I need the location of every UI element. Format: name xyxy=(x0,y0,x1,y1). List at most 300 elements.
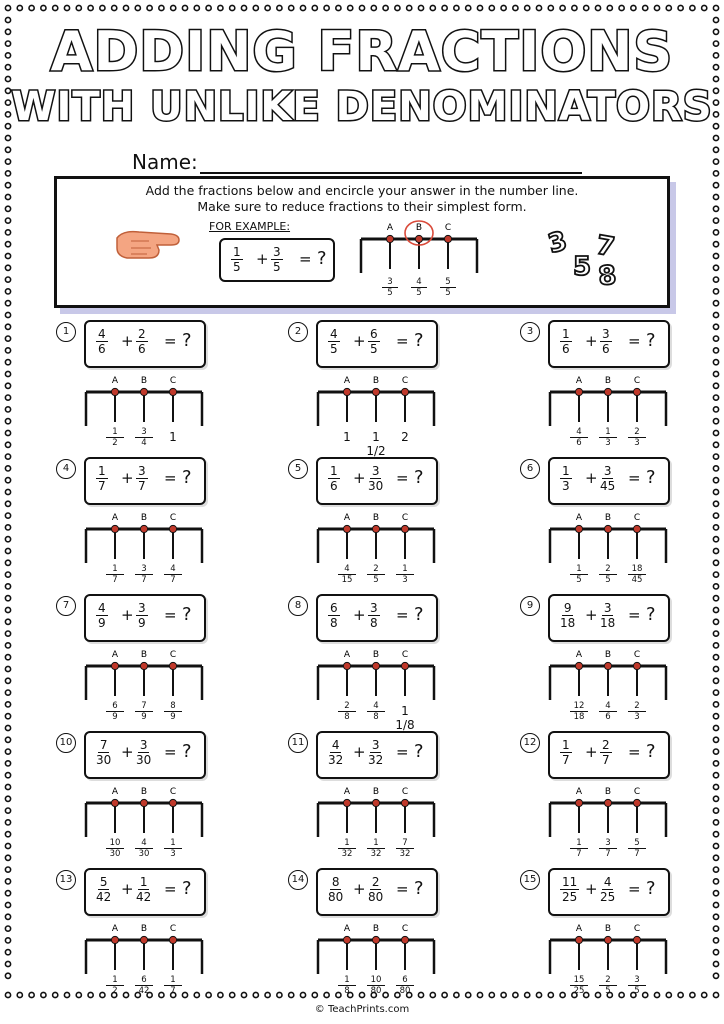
numerator: 6 xyxy=(370,327,378,341)
tick-label: 2 3 xyxy=(628,427,646,448)
fraction-b xyxy=(368,464,383,493)
point-b[interactable] xyxy=(140,936,147,943)
point-c[interactable] xyxy=(401,525,408,532)
problem-number: 2 xyxy=(288,322,308,342)
denominator: 30 xyxy=(368,479,384,493)
tick-label: 1 8 xyxy=(338,975,356,996)
point-label: C xyxy=(169,376,177,386)
numerator: 4 xyxy=(98,601,106,615)
denominator: 18 xyxy=(600,616,616,630)
problem-2 xyxy=(288,320,488,458)
point-b[interactable] xyxy=(372,662,379,669)
instructions-line-1: Add the fractions below and encircle your answer in the number line. xyxy=(145,183,579,198)
equals-sign: = xyxy=(396,332,409,350)
numerator: 3 xyxy=(371,738,380,752)
point-label: A xyxy=(386,223,394,233)
number-line-graphic xyxy=(548,920,670,980)
number-line-graphic xyxy=(316,783,438,843)
tick-label: 1 7 xyxy=(164,975,182,996)
problem-number: 10 xyxy=(56,733,76,753)
point-label: B xyxy=(372,924,380,934)
tick-label: 2 5 xyxy=(599,564,617,585)
tick-label: 1 2 xyxy=(106,427,124,448)
numerator: 3 xyxy=(603,601,612,615)
tick-label: 1 3 xyxy=(396,564,414,585)
denominator: 6 xyxy=(98,342,106,356)
number-line-graphic xyxy=(548,783,670,843)
point-b[interactable] xyxy=(604,936,611,943)
point-a[interactable] xyxy=(343,525,350,532)
instructions-line-2: Make sure to reduce fractions to their simplest form. xyxy=(197,199,527,214)
point-c[interactable] xyxy=(633,936,640,943)
problem-number: 14 xyxy=(288,870,308,890)
fraction-b xyxy=(600,601,615,630)
point-b[interactable] xyxy=(604,525,611,532)
tick-label: 4 6 xyxy=(570,427,588,448)
fraction-a xyxy=(560,464,572,493)
point-label: B xyxy=(604,513,612,523)
numerator: 3 xyxy=(138,464,146,478)
problem-1 xyxy=(56,320,256,450)
equals-sign: = xyxy=(396,743,409,761)
number-line-graphic xyxy=(548,509,670,569)
number-line-graphic xyxy=(84,783,206,843)
example-tick-label: 5 5 xyxy=(440,277,456,298)
point-c[interactable] xyxy=(169,388,176,395)
problem-11 xyxy=(288,731,488,861)
point-label: C xyxy=(169,924,177,934)
problem-equation xyxy=(548,868,670,916)
denominator: 30 xyxy=(136,753,152,767)
problem-13 xyxy=(56,868,256,998)
tick-label: 18 45 xyxy=(628,564,646,585)
point-b[interactable] xyxy=(372,388,379,395)
point-c[interactable] xyxy=(401,662,408,669)
question-mark: ? xyxy=(414,467,424,488)
problem-equation xyxy=(84,594,206,642)
fraction-b xyxy=(600,875,615,904)
tick-label: 10 30 xyxy=(106,838,124,859)
point-label: A xyxy=(111,513,119,523)
question-mark: ? xyxy=(646,604,656,625)
fraction-a xyxy=(560,738,572,767)
question-mark: ? xyxy=(182,878,192,899)
tick-label: 2 xyxy=(401,430,409,444)
point-label: A xyxy=(111,650,119,660)
point-label: C xyxy=(169,787,177,797)
numerator: 8 xyxy=(331,875,340,889)
problem-number: 15 xyxy=(520,870,540,890)
numerator: 3 xyxy=(603,464,612,478)
tick-label: 4 15 xyxy=(338,564,356,585)
tick-label: 2 5 xyxy=(599,975,617,996)
fraction-b xyxy=(600,738,612,767)
fraction-a xyxy=(96,464,108,493)
problem-number: 4 xyxy=(56,459,76,479)
plus-sign: + xyxy=(585,332,598,350)
tick-label: 1 3 xyxy=(599,427,617,448)
point-label: C xyxy=(169,650,177,660)
denominator: 5 xyxy=(330,342,338,356)
worksheet-title: ADDING FRACTIONS xyxy=(50,20,674,83)
denominator: 80 xyxy=(368,890,384,904)
point-label: A xyxy=(575,513,583,523)
fraction-b xyxy=(136,464,148,493)
number-line-graphic xyxy=(84,646,206,706)
tick-label: 6 80 xyxy=(396,975,414,996)
question-mark: ? xyxy=(182,741,192,762)
denominator: 42 xyxy=(96,890,112,904)
point-c[interactable] xyxy=(401,388,408,395)
problem-number: 5 xyxy=(288,459,308,479)
plus-sign: + xyxy=(353,469,366,487)
denominator: 7 xyxy=(98,479,106,493)
problem-10 xyxy=(56,731,256,861)
fraction-a xyxy=(328,464,340,493)
fraction-b xyxy=(600,327,612,356)
denominator: 5 xyxy=(273,260,281,274)
problem-14 xyxy=(288,868,488,998)
point-a[interactable] xyxy=(111,799,118,806)
decorative-number: 7 xyxy=(593,230,617,264)
problem-number: 3 xyxy=(520,322,540,342)
point-label: A xyxy=(343,787,351,797)
point-a[interactable] xyxy=(111,388,118,395)
point-a[interactable] xyxy=(575,799,582,806)
point-a[interactable] xyxy=(111,936,118,943)
problem-equation xyxy=(84,731,206,779)
number-line-graphic xyxy=(316,646,438,706)
denominator: 5 xyxy=(370,342,378,356)
equals-sign: = xyxy=(628,469,641,487)
equals-sign: = xyxy=(628,332,641,350)
plus-sign: + xyxy=(585,880,598,898)
question-mark: ? xyxy=(646,878,656,899)
denominator: 7 xyxy=(602,753,610,767)
fraction-b xyxy=(368,327,380,356)
numerator: 6 xyxy=(330,601,338,615)
fraction-b xyxy=(136,601,148,630)
point-label: B xyxy=(604,924,612,934)
numerator: 1 xyxy=(233,245,241,259)
denominator: 32 xyxy=(368,753,384,767)
point-label: B xyxy=(140,513,148,523)
point-c[interactable] xyxy=(633,662,640,669)
fraction-a xyxy=(231,245,243,274)
fraction-a xyxy=(328,601,340,630)
equals-sign: = xyxy=(628,880,641,898)
fraction-a xyxy=(328,738,343,767)
point-a[interactable] xyxy=(111,662,118,669)
denominator: 25 xyxy=(562,890,578,904)
footer-credit: © TeachPrints.com xyxy=(314,1004,410,1015)
tick-label: 1 xyxy=(169,430,177,444)
problem-equation xyxy=(84,320,206,368)
point-label: B xyxy=(372,513,380,523)
point-label: C xyxy=(633,924,641,934)
point-b[interactable] xyxy=(415,235,422,242)
tick-label: 1 32 xyxy=(338,838,356,859)
point-label: C xyxy=(169,513,177,523)
number-line-graphic xyxy=(316,920,438,980)
point-label: B xyxy=(140,787,148,797)
numerator: 1 xyxy=(562,327,570,341)
fraction-a xyxy=(96,601,108,630)
point-b[interactable] xyxy=(372,525,379,532)
denominator: 25 xyxy=(600,890,616,904)
numerator: 2 xyxy=(371,875,380,889)
point-label: B xyxy=(372,787,380,797)
tick-label: 10 80 xyxy=(367,975,385,996)
point-b[interactable] xyxy=(604,799,611,806)
point-b[interactable] xyxy=(140,662,147,669)
numerator: 1 xyxy=(562,738,570,752)
plus-sign: + xyxy=(585,743,598,761)
problem-equation xyxy=(548,320,670,368)
point-label: A xyxy=(575,924,583,934)
question-mark: ? xyxy=(646,741,656,762)
numerator: 2 xyxy=(602,738,610,752)
point-label: A xyxy=(111,787,119,797)
denominator: 8 xyxy=(330,616,338,630)
decorative-number: 3 xyxy=(545,226,571,260)
problem-4 xyxy=(56,457,256,587)
numerator: 4 xyxy=(331,738,340,752)
problem-equation xyxy=(548,594,670,642)
denominator: 5 xyxy=(233,260,241,274)
point-c[interactable] xyxy=(169,799,176,806)
plus-sign: + xyxy=(353,880,366,898)
point-a[interactable] xyxy=(575,662,582,669)
plus-sign: + xyxy=(353,332,366,350)
equals-sign: = xyxy=(164,606,177,624)
point-label: A xyxy=(343,924,351,934)
point-label: C xyxy=(401,650,409,660)
tick-label: 1 5 xyxy=(570,564,588,585)
numerator: 4 xyxy=(98,327,106,341)
fraction-b xyxy=(368,738,383,767)
number-line-graphic xyxy=(316,509,438,569)
question-mark: ? xyxy=(414,878,424,899)
point-a[interactable] xyxy=(575,388,582,395)
numerator: 1 xyxy=(98,464,106,478)
example-tick-label: 3 5 xyxy=(382,277,398,298)
numerator: 3 xyxy=(370,601,378,615)
fraction-a xyxy=(328,327,340,356)
tick-label: 15 25 xyxy=(570,975,588,996)
problem-5 xyxy=(288,457,488,587)
problem-equation xyxy=(548,457,670,505)
problem-equation xyxy=(316,868,438,916)
problem-number: 13 xyxy=(56,870,76,890)
point-label: C xyxy=(633,376,641,386)
problem-equation xyxy=(84,457,206,505)
tick-label: 2 8 xyxy=(338,701,356,722)
point-label: A xyxy=(343,650,351,660)
point-label: B xyxy=(415,223,423,233)
point-label: C xyxy=(633,513,641,523)
tick-label: 4 7 xyxy=(164,564,182,585)
numerator: 3 xyxy=(139,738,148,752)
point-a[interactable] xyxy=(343,799,350,806)
denominator: 6 xyxy=(330,479,338,493)
problem-7 xyxy=(56,594,256,724)
denominator: 18 xyxy=(560,616,576,630)
question-mark: ? xyxy=(414,330,424,351)
fraction-a xyxy=(96,738,111,767)
tick-label: 1 7 xyxy=(570,838,588,859)
numerator: 2 xyxy=(138,327,146,341)
numerator: 9 xyxy=(563,601,572,615)
point-label: B xyxy=(372,650,380,660)
tick-label: 1 3 xyxy=(164,838,182,859)
denominator: 32 xyxy=(328,753,344,767)
fraction-a xyxy=(96,327,108,356)
point-label: B xyxy=(604,376,612,386)
point-c[interactable] xyxy=(169,936,176,943)
fraction-b xyxy=(271,245,283,274)
point-label: A xyxy=(575,787,583,797)
point-c[interactable] xyxy=(633,799,640,806)
fraction-b xyxy=(136,875,151,904)
problem-number: 6 xyxy=(520,459,540,479)
tick-label: 4 8 xyxy=(367,701,385,722)
plus-sign: + xyxy=(121,332,134,350)
problem-number: 12 xyxy=(520,733,540,753)
point-a[interactable] xyxy=(343,936,350,943)
numerator: 7 xyxy=(99,738,108,752)
point-label: B xyxy=(604,650,612,660)
denominator: 30 xyxy=(96,753,112,767)
number-line-graphic xyxy=(84,509,206,569)
point-c[interactable] xyxy=(633,525,640,532)
problem-equation xyxy=(84,868,206,916)
point-b[interactable] xyxy=(140,388,147,395)
tick-label: 1 2 xyxy=(106,975,124,996)
point-a[interactable] xyxy=(575,936,582,943)
denominator: 6 xyxy=(602,342,610,356)
point-label: C xyxy=(401,513,409,523)
example-label: FOR EXAMPLE: xyxy=(209,220,291,233)
fraction-b xyxy=(600,464,615,493)
tick-label: 7 32 xyxy=(396,838,414,859)
numerator: 1 xyxy=(139,875,148,889)
point-b[interactable] xyxy=(140,799,147,806)
equals-sign: = xyxy=(396,469,409,487)
equals-sign: = xyxy=(628,743,641,761)
point-c[interactable] xyxy=(401,936,408,943)
point-label: C xyxy=(401,787,409,797)
numerator: 1 xyxy=(562,464,570,478)
problem-equation xyxy=(548,731,670,779)
name-field[interactable] xyxy=(200,172,582,174)
equals-sign: = xyxy=(164,743,177,761)
point-a[interactable] xyxy=(111,525,118,532)
point-b[interactable] xyxy=(604,388,611,395)
decorative-number: 5 xyxy=(573,252,592,282)
tick-label: 7 9 xyxy=(135,701,153,722)
decorative-number: 8 xyxy=(596,260,618,292)
pointing-hand-icon xyxy=(113,224,185,264)
point-a[interactable] xyxy=(575,525,582,532)
equals-sign: = xyxy=(164,469,177,487)
point-b[interactable] xyxy=(372,936,379,943)
numerator: 1 xyxy=(330,464,338,478)
plus-sign: + xyxy=(121,880,134,898)
point-label: A xyxy=(343,513,351,523)
question-mark: ? xyxy=(182,467,192,488)
point-c[interactable] xyxy=(444,235,451,242)
number-line-graphic xyxy=(84,920,206,980)
worksheet-subtitle: WITH UNLIKE DENOMINATORS xyxy=(11,84,713,130)
point-a[interactable] xyxy=(343,662,350,669)
tick-label: 6 42 xyxy=(135,975,153,996)
point-c[interactable] xyxy=(169,662,176,669)
denominator: 9 xyxy=(98,616,106,630)
instructions-box xyxy=(54,176,670,308)
problem-15 xyxy=(520,868,720,998)
numerator: 3 xyxy=(371,464,380,478)
numerator: 3 xyxy=(602,327,610,341)
tick-label: 3 5 xyxy=(628,975,646,996)
tick-label: 3 7 xyxy=(135,564,153,585)
equals-sign: = xyxy=(396,880,409,898)
point-c[interactable] xyxy=(633,388,640,395)
tick-label: 8 9 xyxy=(164,701,182,722)
name-label: Name: xyxy=(132,150,198,174)
point-label: C xyxy=(401,376,409,386)
denominator: 42 xyxy=(136,890,152,904)
point-b[interactable] xyxy=(140,525,147,532)
point-c[interactable] xyxy=(401,799,408,806)
point-a[interactable] xyxy=(343,388,350,395)
decorative-numbers-icon xyxy=(541,223,621,295)
tick-label: 1 32 xyxy=(367,838,385,859)
point-label: C xyxy=(401,924,409,934)
equals-sign: = xyxy=(299,250,312,268)
tick-label: 1 7 xyxy=(106,564,124,585)
fraction-b xyxy=(368,601,380,630)
numerator: 11 xyxy=(562,875,578,889)
point-label: B xyxy=(604,787,612,797)
numerator: 3 xyxy=(273,245,281,259)
instructions-text xyxy=(57,183,667,215)
denominator: 7 xyxy=(138,479,146,493)
point-label: C xyxy=(633,650,641,660)
denominator: 7 xyxy=(562,753,570,767)
problem-number: 9 xyxy=(520,596,540,616)
point-label: B xyxy=(372,376,380,386)
problem-equation xyxy=(316,457,438,505)
plus-sign: + xyxy=(121,743,134,761)
point-b[interactable] xyxy=(372,799,379,806)
numerator: 4 xyxy=(603,875,612,889)
tick-label: 1 1/2 xyxy=(366,430,386,458)
point-b[interactable] xyxy=(604,662,611,669)
tick-label: 6 9 xyxy=(106,701,124,722)
fraction-a xyxy=(328,875,343,904)
point-label: C xyxy=(444,223,452,233)
point-a[interactable] xyxy=(386,235,393,242)
tick-label: 3 7 xyxy=(599,838,617,859)
point-c[interactable] xyxy=(169,525,176,532)
question-mark: ? xyxy=(414,741,424,762)
tick-label: 12 18 xyxy=(570,701,588,722)
problem-number: 8 xyxy=(288,596,308,616)
problem-8 xyxy=(288,594,488,732)
plus-sign: + xyxy=(353,743,366,761)
fraction-a xyxy=(560,601,575,630)
